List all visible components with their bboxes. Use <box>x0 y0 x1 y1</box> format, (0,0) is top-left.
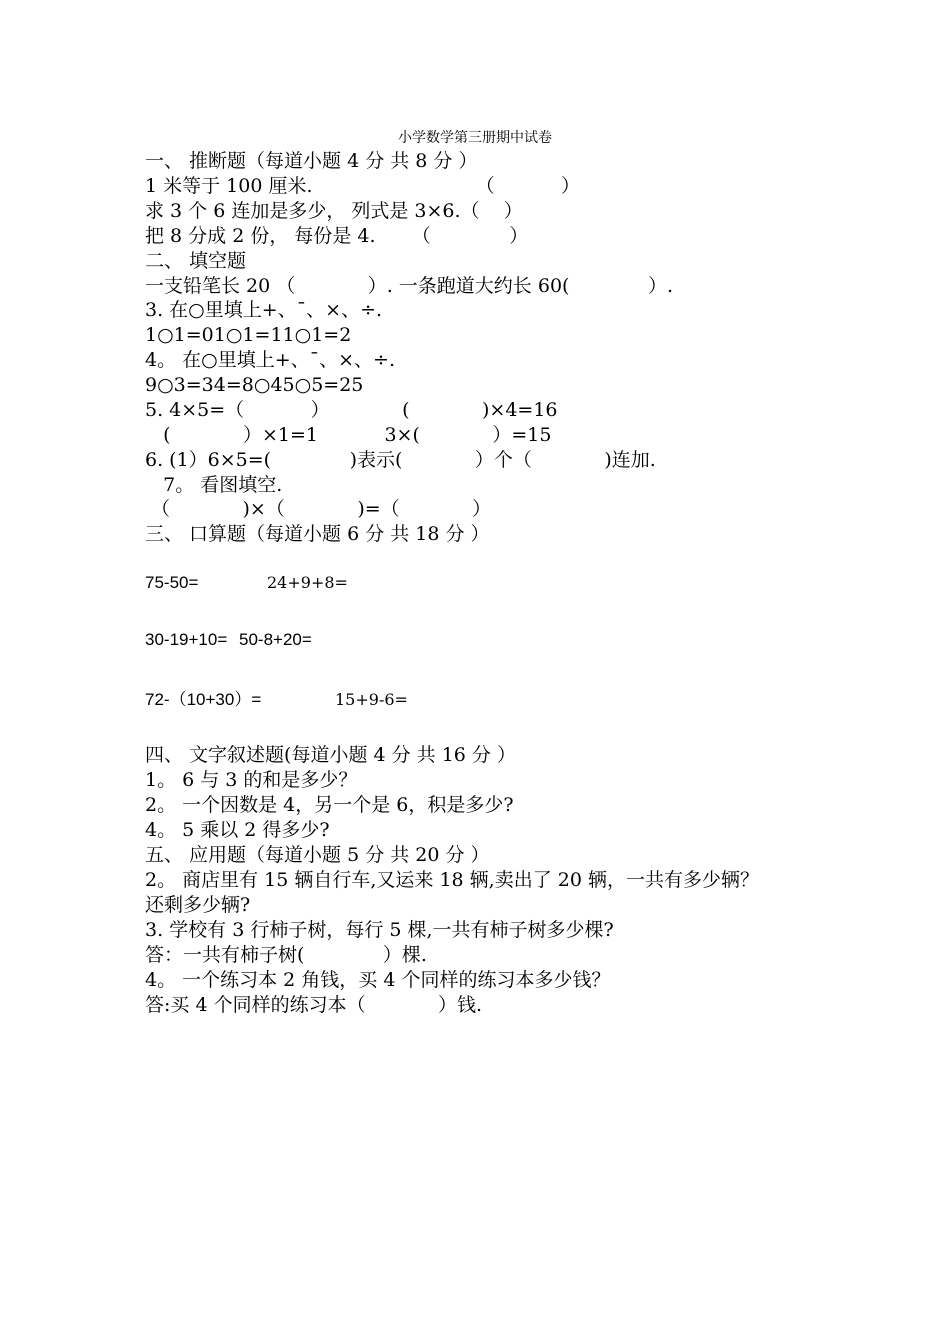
answer-line: 答:买 4 个同样的练习本（ ）钱. <box>145 994 483 1016</box>
question-line: 1○1=01○1=11○1=2 <box>145 324 352 346</box>
section-5-heading: 五、 应用题（每道小题 5 分 共 20 分 ） <box>145 844 490 866</box>
oral-item: 50-8+20= <box>239 630 312 649</box>
question-line: 2。 一个因数是 4，另一个是 6，积是多少? <box>145 794 514 816</box>
section-3-heading: 三、 口算题（每道小题 6 分 共 18 分 ） <box>145 523 490 545</box>
question-line: 2。 商店里有 15 辆自行车,又运来 18 辆,卖出了 20 辆，一共有多少辆？ <box>145 869 759 891</box>
question-line: ( ）×1=1 3×( ）=15 <box>145 424 552 446</box>
oral-item: 75-50= <box>145 573 199 592</box>
question-line: 把 8 分成 2 份， 每份是 4. （ ） <box>145 225 529 247</box>
question-line: 还剩多少辆? <box>145 894 251 916</box>
section-4-heading: 四、 文字叙述题(每道小题 4 分 共 16 分 ） <box>145 744 516 766</box>
question-line: 5. 4×5=（ ） ( )×4=16 <box>145 399 558 421</box>
question-line: 1 米等于 100 厘米. （ ） <box>145 175 581 197</box>
question-line: 3. 在○里填上+、ˉ、×、÷. <box>145 299 383 321</box>
question-line: 9○3=34=8○45○5=25 <box>145 374 364 396</box>
oral-item: 24+9+8= <box>267 573 348 592</box>
answer-line: 答：一共有柿子树( ）棵. <box>145 944 427 966</box>
question-line: 4。 一个练习本 2 角钱，买 4 个同样的练习本多少钱？ <box>145 969 611 991</box>
oral-item: 72-（10+30）= <box>145 690 262 709</box>
question-line: 求 3 个 6 连加是多少， 列式是 3×6.（ ） <box>145 200 523 222</box>
question-line: 4。 在○里填上+、ˉ、×、÷. <box>145 349 396 371</box>
question-line: 3. 学校有 3 行柿子树，每行 5 棵,一共有柿子树多少棵? <box>145 919 614 941</box>
exam-title: 小学数学第三册期中试卷 <box>398 130 552 146</box>
question-line: 4。 5 乘以 2 得多少? <box>145 819 330 841</box>
question-line: 1。 6 与 3 的和是多少？ <box>145 769 358 791</box>
question-line: 一支铅笔长 20 （ ）. 一条跑道大约长 60( ）. <box>145 275 673 297</box>
section-1-heading: 一、 推断题（每道小题 4 分 共 8 分 ） <box>145 150 478 172</box>
oral-item: 15+9-6= <box>335 690 408 709</box>
question-line: 7。 看图填空. <box>145 474 283 496</box>
question-line: （ )×（ )=（ ） <box>145 498 492 520</box>
question-line: 6. (1）6×5=( )表示( ）个（ )连加. <box>145 449 656 471</box>
section-2-heading: 二、 填空题 <box>145 250 247 272</box>
oral-item: 30-19+10= <box>145 630 228 649</box>
